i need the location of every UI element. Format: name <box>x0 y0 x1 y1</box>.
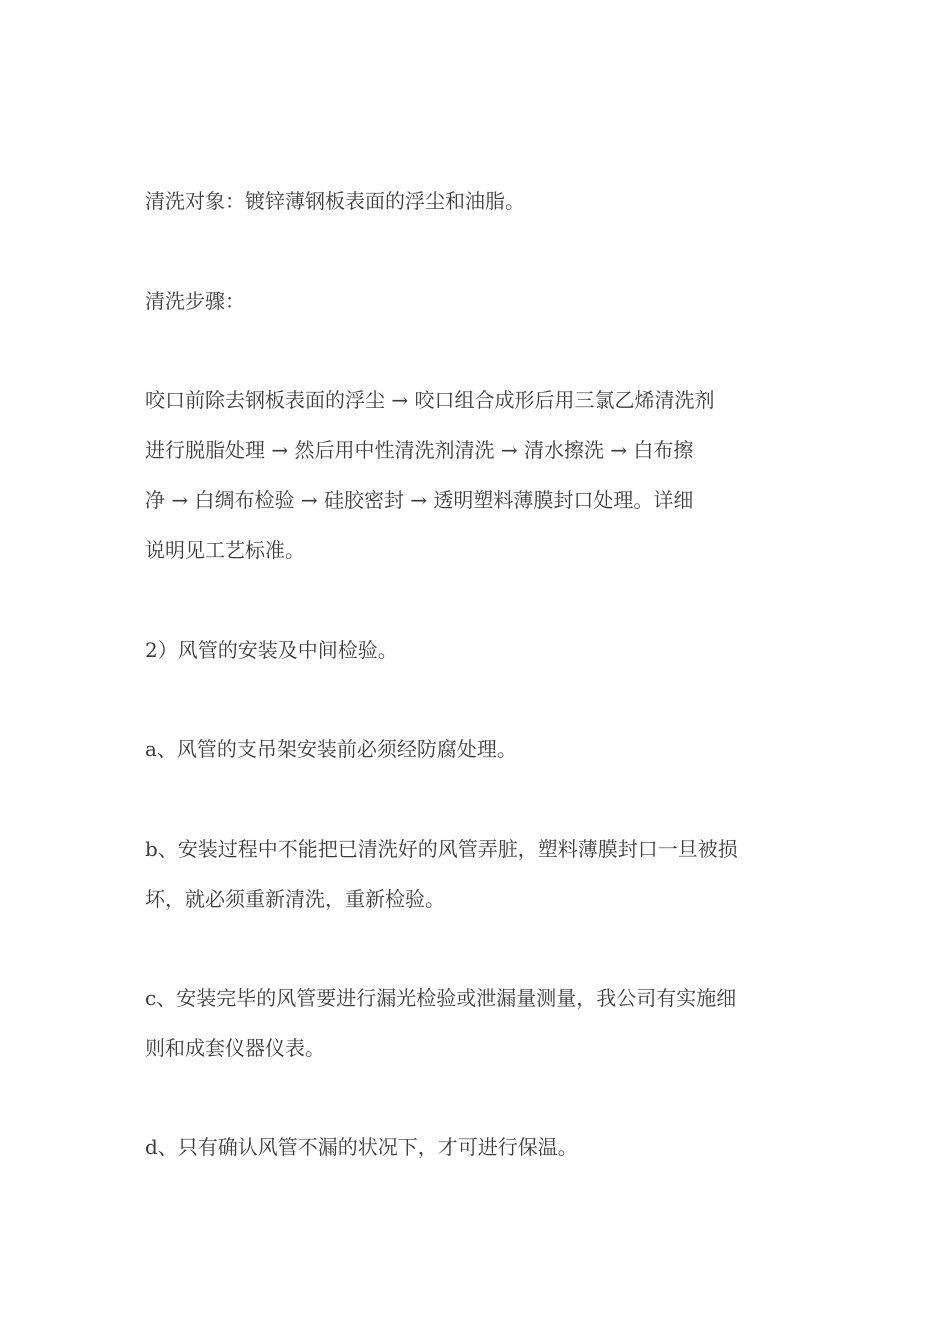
text-line: c、安装完毕的风管要进行漏光检验或泄漏量测量，我公司有实施细 <box>145 986 737 1010</box>
text-line: d、只有确认风管不漏的状况下，才可进行保温。 <box>145 1135 578 1159</box>
text-line: b、安装过程中不能把已清洗好的风管弄脏，塑料薄膜封口一旦被损 <box>145 837 738 861</box>
text-line: 说明见工艺标准。 <box>145 538 305 562</box>
cleaning-steps-paragraph <box>145 375 810 575</box>
list-item-a <box>145 724 810 774</box>
cleaning-object-paragraph <box>145 176 810 226</box>
text-line: a、风管的支吊架安装前必须经防腐处理。 <box>145 737 517 761</box>
text-line: 清洗步骤： <box>145 289 245 313</box>
text-line: 2）风管的安装及中间检验。 <box>145 638 398 662</box>
text-line: 坏，就必须重新清洗，重新检验。 <box>145 887 445 911</box>
cleaning-steps-heading <box>145 276 810 326</box>
text-line: 净 → 白绸布检验 → 硅胶密封 → 透明塑料薄膜封口处理。详细 <box>145 488 694 512</box>
text-line: 进行脱脂处理 → 然后用中性清洗剂清洗 → 清水擦洗 → 白布擦 <box>145 438 694 462</box>
list-item-b <box>145 824 810 924</box>
text-line: 则和成套仪器仪表。 <box>145 1036 325 1060</box>
list-item-c <box>145 973 810 1073</box>
text-line: 清洗对象：镀锌薄钢板表面的浮尘和油脂。 <box>145 189 525 213</box>
section-heading-duct-installation <box>145 625 810 675</box>
text-line: 咬口前除去钢板表面的浮尘 → 咬口组合成形后用三氯乙烯清洗剂 <box>145 388 715 412</box>
list-item-d <box>145 1122 810 1172</box>
